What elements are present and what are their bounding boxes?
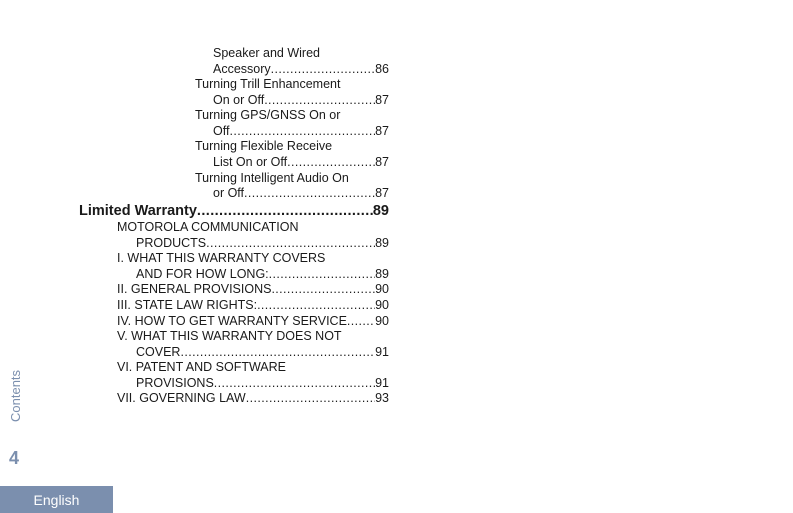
toc-entry-line2: PROVISIONS bbox=[136, 376, 214, 390]
toc-leader-dots bbox=[229, 124, 375, 139]
toc-entry-line2: On or Off bbox=[213, 93, 265, 107]
toc-entry-title: II. GENERAL PROVISIONS bbox=[117, 282, 272, 296]
toc-page-number: 90 bbox=[375, 298, 389, 312]
toc-entry-line2: AND FOR HOW LONG: bbox=[136, 267, 269, 281]
toc-page-number: 87 bbox=[375, 124, 389, 138]
toc-leader-dots bbox=[269, 267, 375, 282]
toc-entry-leader bbox=[136, 376, 389, 391]
toc-entry-line2: List On or Off bbox=[213, 155, 288, 169]
toc-page-number: 89 bbox=[372, 203, 389, 219]
toc-page-number: 86 bbox=[375, 62, 389, 76]
toc-page-number: 93 bbox=[375, 391, 389, 405]
toc-entry-leader bbox=[136, 345, 389, 360]
language-label: English bbox=[33, 491, 80, 508]
toc-entry-line1: MOTOROLA COMMUNICATION bbox=[117, 220, 299, 234]
toc-page-number: 89 bbox=[375, 267, 389, 281]
page-number: 4 bbox=[9, 448, 20, 468]
toc-entry-line2: PRODUCTS bbox=[136, 236, 207, 250]
toc-leader-dots bbox=[271, 282, 375, 297]
toc-entry-line2: COVER bbox=[136, 345, 181, 359]
toc-entry-leader bbox=[213, 186, 389, 201]
toc-leader-dots bbox=[257, 298, 375, 313]
toc-entry-line1: Speaker and Wired bbox=[213, 46, 321, 60]
toc-entry-governing-law[interactable] bbox=[117, 391, 389, 406]
toc-page-number: 91 bbox=[375, 376, 389, 390]
toc-entry-line2: Off bbox=[213, 124, 230, 138]
language-tab bbox=[0, 486, 113, 513]
toc-page-number: 91 bbox=[375, 345, 389, 359]
toc-entry-leader bbox=[213, 124, 389, 139]
toc-entry-line2: Accessory bbox=[213, 62, 271, 76]
toc-leader-dots bbox=[180, 345, 375, 360]
toc-entry-leader bbox=[213, 155, 389, 170]
toc-entry-title: VII. GOVERNING LAW bbox=[117, 391, 246, 405]
toc-entry-leader bbox=[213, 93, 389, 108]
toc-leader-dots bbox=[347, 314, 375, 329]
toc-leader-dots bbox=[206, 236, 375, 251]
toc-leader-dots bbox=[214, 376, 375, 391]
toc-entry-line1: Turning Flexible Receive bbox=[195, 139, 333, 153]
toc-leader-dots bbox=[264, 93, 375, 108]
toc-entry-title: IV. HOW TO GET WARRANTY SERVICE bbox=[117, 314, 347, 328]
toc-entry-line1: Turning Trill Enhancement bbox=[195, 77, 341, 91]
toc-page-number: 90 bbox=[375, 282, 389, 296]
toc-page-number: 87 bbox=[375, 186, 389, 200]
toc-entry-line1: I. WHAT THIS WARRANTY COVERS bbox=[117, 251, 326, 265]
toc-chapter-title: Limited Warranty bbox=[79, 203, 197, 219]
toc-entry-warranty-service[interactable] bbox=[117, 314, 389, 329]
toc-entry-line2: or Off bbox=[213, 186, 245, 200]
toc-leader-dots bbox=[271, 62, 375, 77]
toc-page-number: 87 bbox=[375, 155, 389, 169]
toc-entry-line1: Turning GPS/GNSS On or bbox=[195, 108, 341, 122]
toc-entry-line1: Turning Intelligent Audio On bbox=[195, 171, 349, 185]
toc-leader-dots bbox=[244, 186, 375, 201]
toc-page-number: 90 bbox=[375, 314, 389, 328]
toc-entry-line1: VI. PATENT AND SOFTWARE bbox=[117, 360, 287, 374]
toc-leader-dots bbox=[246, 391, 375, 406]
toc-chapter-limited-warranty[interactable] bbox=[79, 202, 389, 220]
toc-entry-leader bbox=[136, 236, 389, 251]
toc-page-number: 87 bbox=[375, 93, 389, 107]
toc-entry-leader bbox=[213, 62, 389, 77]
toc-leader-dots bbox=[197, 202, 373, 220]
toc-entry-line1: V. WHAT THIS WARRANTY DOES NOT bbox=[117, 329, 342, 343]
toc-page-number: 89 bbox=[375, 236, 389, 250]
section-label: Contents bbox=[8, 369, 23, 422]
toc-entry-state-law[interactable] bbox=[117, 298, 389, 313]
toc-entry-leader bbox=[136, 267, 389, 282]
toc-entry-general-provisions[interactable] bbox=[117, 282, 389, 297]
toc-leader-dots bbox=[287, 155, 375, 170]
toc-entry-title: III. STATE LAW RIGHTS: bbox=[117, 298, 258, 312]
